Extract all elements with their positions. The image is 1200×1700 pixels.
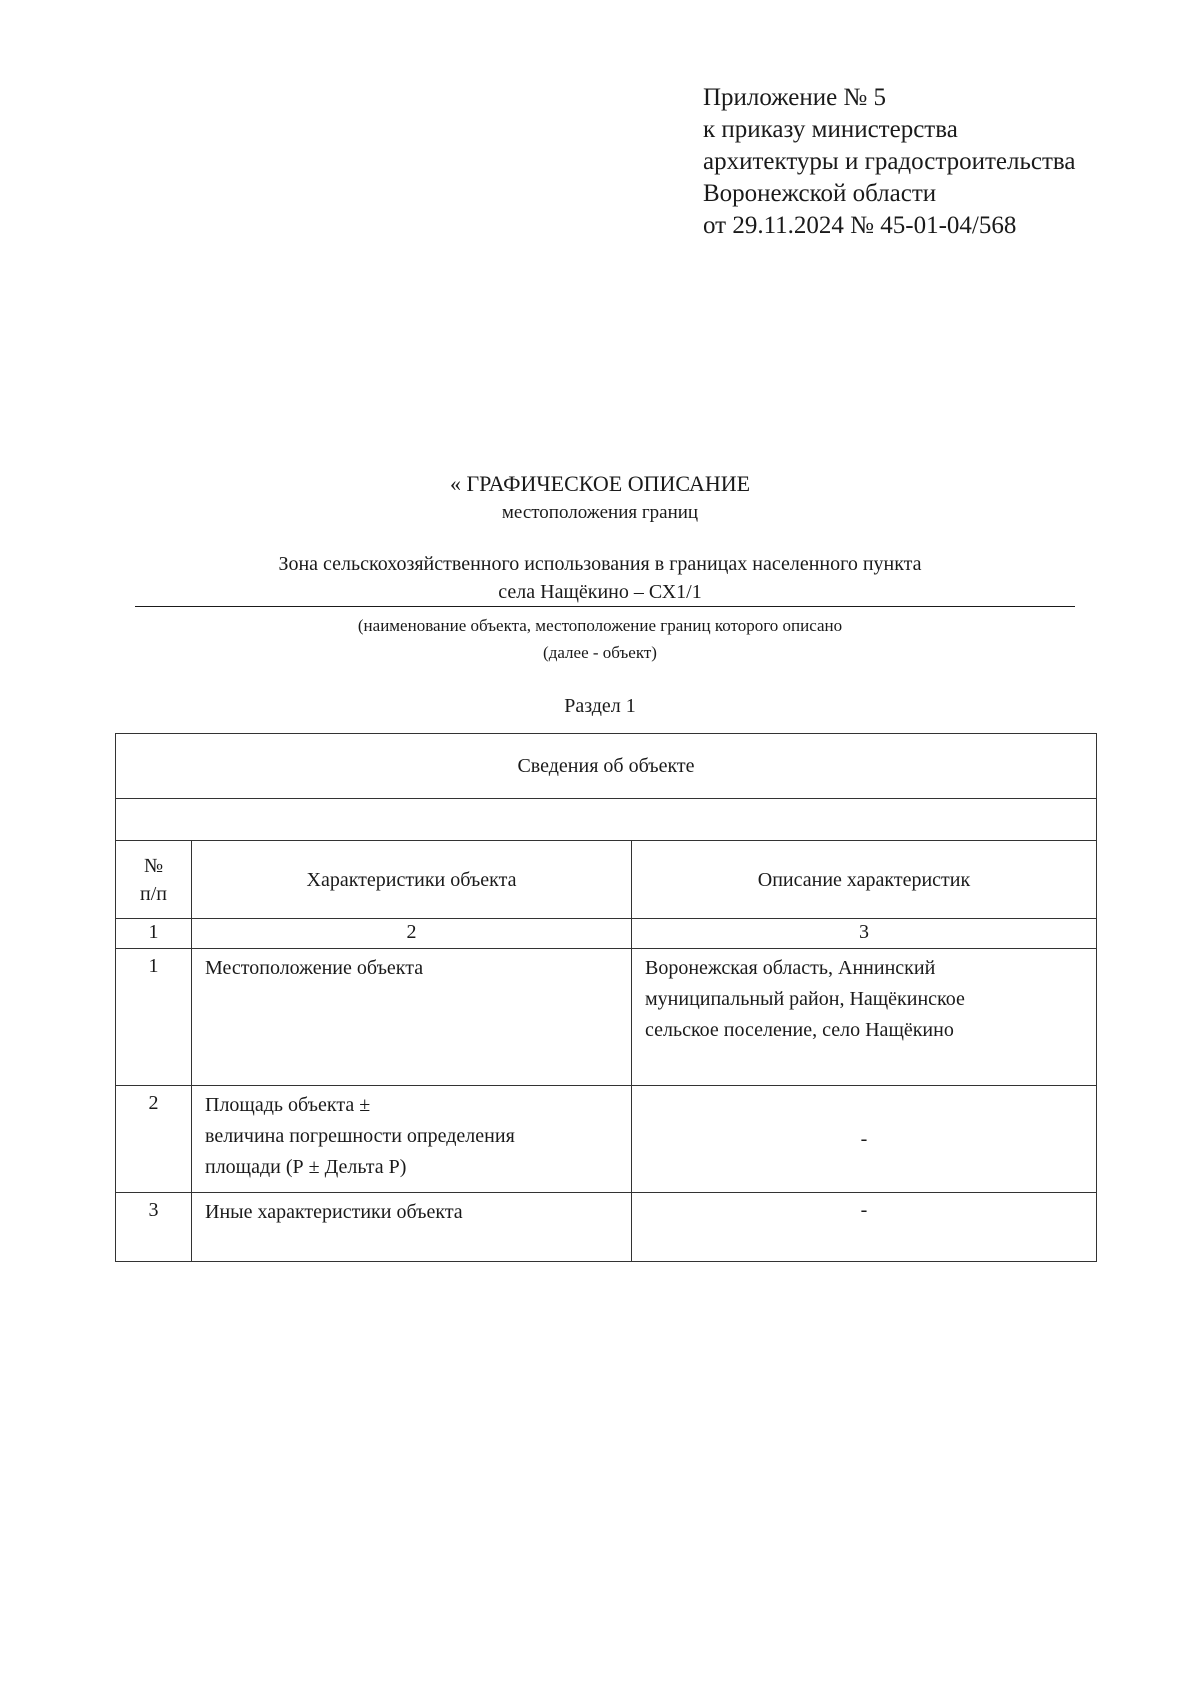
document-title: « ГРАФИЧЕСКОЕ ОПИСАНИЕ (449, 471, 751, 496)
table-row (116, 1086, 1097, 1193)
appendix-line: архитектуры и градостроительства (703, 148, 1076, 175)
row-num: 1 (116, 949, 192, 1086)
object-info-table (115, 733, 1097, 1262)
table-row (116, 949, 1097, 1086)
header-num-line: п/п (140, 882, 167, 905)
table-index-row (116, 919, 1097, 949)
index-cell: 3 (632, 919, 1097, 949)
object-name-underline (135, 606, 1075, 607)
index-cell: 2 (192, 919, 632, 949)
object-name-line: Зона сельскохозяйственного использования в границах населенного пункта (278, 553, 922, 575)
cell-line: площади (Р ± Дельта Р) (205, 1156, 407, 1178)
object-name (0, 550, 1200, 606)
section-label: Раздел 1 (564, 695, 636, 717)
row-description (632, 949, 1097, 1086)
cell-line: Воронежская область, Аннинский (645, 957, 936, 979)
header-description: Описание характеристик (632, 841, 1097, 919)
cell-line: Площадь объекта ± (205, 1094, 371, 1116)
table-header-row (116, 841, 1097, 919)
header-num-line: № (143, 854, 164, 877)
row-characteristic (192, 1086, 632, 1193)
row-num: 2 (116, 1086, 192, 1193)
row-characteristic (192, 1193, 632, 1262)
document-subtitle: местоположения границ (501, 502, 699, 523)
table-empty-row (116, 799, 1097, 841)
index-cell: 1 (116, 919, 192, 949)
appendix-block (703, 82, 1075, 242)
cell-line: сельское поселение, село Нащёкино (645, 1019, 954, 1041)
table-caption: Сведения об объекте (116, 734, 1097, 799)
cell-line: Местоположение объекта (205, 957, 424, 979)
cell-line: муниципальный район, Нащёкинское (645, 988, 965, 1010)
object-name-line: села Нащёкино – СХ1/1 (498, 581, 702, 603)
caption-line: (наименование объекта, местоположение границ которого описано (357, 616, 843, 635)
appendix-line: от 29.11.2024 № 45-01-04/568 (703, 212, 1017, 239)
appendix-line: к приказу министерства (703, 116, 958, 143)
cell-line: Иные характеристики объекта (205, 1201, 463, 1223)
appendix-line: Приложение № 5 (703, 84, 887, 111)
row-description: - (632, 1086, 1097, 1193)
caption-line: (далее - объект) (543, 643, 657, 662)
cell-line: величина погрешности определения (205, 1125, 515, 1147)
row-characteristic (192, 949, 632, 1086)
table-row (116, 1193, 1097, 1262)
row-num: 3 (116, 1193, 192, 1262)
appendix-line: Воронежской области (703, 180, 937, 207)
header-characteristic: Характеристики объекта (192, 841, 632, 919)
header-num (116, 841, 192, 919)
object-name-caption (0, 612, 1200, 666)
row-description: - (632, 1193, 1097, 1262)
